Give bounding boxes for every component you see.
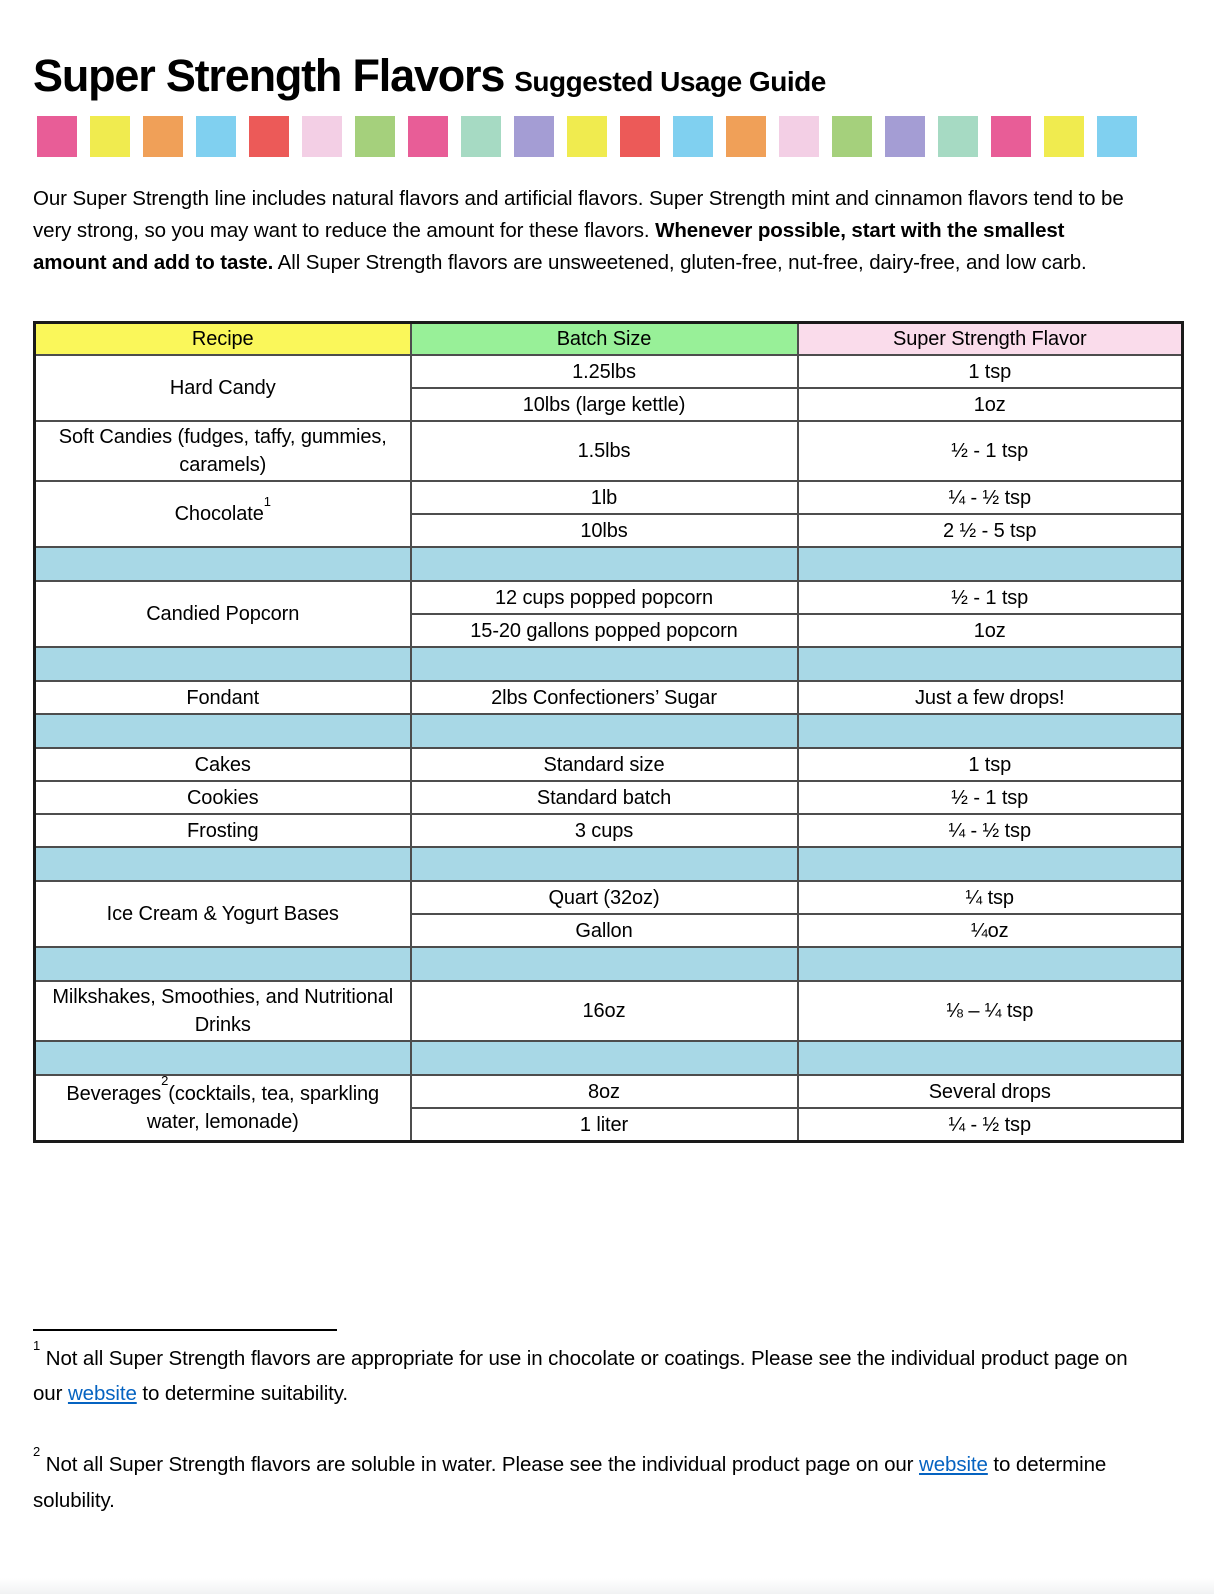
footnote-2-website-link[interactable]: website: [919, 1453, 988, 1477]
spacer-row: [35, 947, 1183, 981]
color-square: [673, 116, 713, 157]
color-square: [991, 116, 1031, 157]
header-batch-size: Batch Size: [411, 323, 798, 356]
footnote-ref-2: 2: [161, 1073, 169, 1089]
table-row: [35, 748, 1183, 781]
batch-cell: 1 liter: [411, 1108, 798, 1141]
table-row: [35, 781, 1183, 814]
page-bottom-edge: [0, 1578, 1214, 1594]
footnote-2-marker: 2: [33, 1444, 41, 1460]
recipe-frosting: Frosting: [35, 814, 411, 847]
color-square: [302, 116, 342, 157]
recipe-candied-popcorn: Candied Popcorn: [35, 581, 411, 647]
table-row: [35, 814, 1183, 847]
title-subtitle: Suggested Usage Guide: [514, 66, 826, 97]
recipe-milkshakes: Milkshakes, Smoothies, and Nutritional Drinks: [35, 981, 411, 1041]
footnote-1-marker: 1: [33, 1337, 41, 1353]
batch-cell: 1.5lbs: [411, 421, 798, 481]
table-row: [35, 355, 1183, 388]
batch-cell: 1lb: [411, 481, 798, 514]
footnote-1-website-link[interactable]: website: [67, 1382, 137, 1406]
table-row: [35, 881, 1183, 914]
color-square: [832, 116, 872, 157]
color-square: [938, 116, 978, 157]
batch-cell: Gallon: [411, 914, 798, 947]
flavor-cell: Just a few drops!: [798, 681, 1183, 714]
flavor-cell: Several drops: [798, 1075, 1183, 1108]
color-square: [1044, 116, 1084, 157]
spacer-row: [35, 847, 1183, 881]
color-strip: [37, 116, 1170, 157]
spacer-row: [35, 547, 1183, 581]
flavor-cell: ¼ - ½ tsp: [798, 481, 1183, 514]
flavor-cell: ⅛ – ¼ tsp: [798, 981, 1183, 1041]
flavor-cell: 1 tsp: [798, 355, 1183, 388]
table-row: [35, 1075, 1183, 1108]
color-square: [355, 116, 395, 157]
flavor-cell: ¼oz: [798, 914, 1183, 947]
footnote-2-text: Not all Super Strength flavors are soluble in water. Please see the individual product page on our: [40, 1453, 920, 1477]
color-square: [461, 116, 501, 157]
spacer-row: [35, 647, 1183, 681]
color-square: [143, 116, 183, 157]
color-square: [514, 116, 554, 157]
recipe-label: Beverages: [66, 1083, 162, 1106]
intro-text-bold: Whenever possible, start with the smallest amount and add to taste.: [33, 218, 1071, 274]
header-flavor: Super Strength Flavor: [798, 323, 1183, 356]
footnote-separator: [33, 1329, 337, 1331]
flavor-cell: 2 ½ - 5 tsp: [798, 514, 1183, 547]
color-square: [408, 116, 448, 157]
flavor-cell: 1oz: [798, 388, 1183, 421]
color-square: [779, 116, 819, 157]
recipe-cakes: Cakes: [35, 748, 411, 781]
title-main: Super Strength Flavors: [33, 50, 505, 101]
recipe-soft-candies: Soft Candies (fudges, taffy, gummies, caramels): [35, 421, 411, 481]
color-square: [249, 116, 289, 157]
batch-cell: Standard size: [411, 748, 798, 781]
footnote-1: [33, 1337, 1135, 1412]
color-square: [196, 116, 236, 157]
color-square: [37, 116, 77, 157]
batch-cell: 16oz: [411, 981, 798, 1041]
intro-text-end: All Super Strength flavors are unsweetened, gluten-free, nut-free, dairy-free, and low carb.: [273, 250, 1087, 274]
batch-cell: Quart (32oz): [411, 881, 798, 914]
batch-cell: 3 cups: [411, 814, 798, 847]
batch-cell: Standard batch: [411, 781, 798, 814]
header-recipe: Recipe: [35, 323, 411, 356]
page-title: [33, 50, 1170, 102]
color-square: [567, 116, 607, 157]
flavor-cell: ½ - 1 tsp: [798, 421, 1183, 481]
footnote-ref-1: 1: [263, 493, 271, 509]
intro-paragraph: [33, 183, 1135, 278]
color-square: [726, 116, 766, 157]
color-square: [620, 116, 660, 157]
batch-cell: 10lbs: [411, 514, 798, 547]
table-row: [35, 981, 1183, 1041]
color-square: [885, 116, 925, 157]
recipe-hard-candy: Hard Candy: [35, 355, 411, 421]
footnote-1-text: Not all Super Strength flavors are appropriate for use in chocolate or coatings. Please see the individual product page on our: [33, 1346, 1134, 1406]
recipe-chocolate: [35, 481, 411, 547]
flavor-cell: ¼ tsp: [798, 881, 1183, 914]
recipe-label: Chocolate: [174, 503, 264, 526]
footnote-2-text-end: to determine solubility.: [33, 1453, 1112, 1512]
batch-cell: 1.25lbs: [411, 355, 798, 388]
recipe-fondant: Fondant: [35, 681, 411, 714]
batch-cell: 2lbs Confectioners’ Sugar: [411, 681, 798, 714]
flavor-cell: 1 tsp: [798, 748, 1183, 781]
intro-text-start: Our Super Strength line includes natural flavors and artificial flavors. Super Strength mint and cinnamon flavors tend to be very strong, so you may want to reduce the amount for these flavors.: [33, 187, 1130, 242]
table-header-row: [35, 323, 1183, 356]
batch-cell: 12 cups popped popcorn: [411, 581, 798, 614]
batch-cell: 10lbs (large kettle): [411, 388, 798, 421]
footnote-2: [33, 1444, 1135, 1518]
color-square: [90, 116, 130, 157]
table-row: [35, 421, 1183, 481]
recipe-ice-cream: Ice Cream & Yogurt Bases: [35, 881, 411, 947]
flavor-cell: 1oz: [798, 614, 1183, 647]
usage-table: [33, 321, 1184, 1143]
batch-cell: 8oz: [411, 1075, 798, 1108]
table-row: [35, 681, 1183, 714]
spacer-row: [35, 714, 1183, 748]
flavor-cell: ¼ - ½ tsp: [798, 1108, 1183, 1141]
spacer-row: [35, 1041, 1183, 1075]
footnote-1-text-end: to determine suitability.: [136, 1382, 348, 1406]
flavor-cell: ¼ - ½ tsp: [798, 814, 1183, 847]
recipe-label-suffix: (cocktails, tea, sparkling water, lemonade): [146, 1083, 380, 1134]
recipe-cookies: Cookies: [35, 781, 411, 814]
batch-cell: 15-20 gallons popped popcorn: [411, 614, 798, 647]
flavor-cell: ½ - 1 tsp: [798, 781, 1183, 814]
flavor-cell: ½ - 1 tsp: [798, 581, 1183, 614]
color-square: [1097, 116, 1137, 157]
table-row: [35, 481, 1183, 514]
table-row: [35, 581, 1183, 614]
recipe-beverages: [35, 1075, 411, 1141]
